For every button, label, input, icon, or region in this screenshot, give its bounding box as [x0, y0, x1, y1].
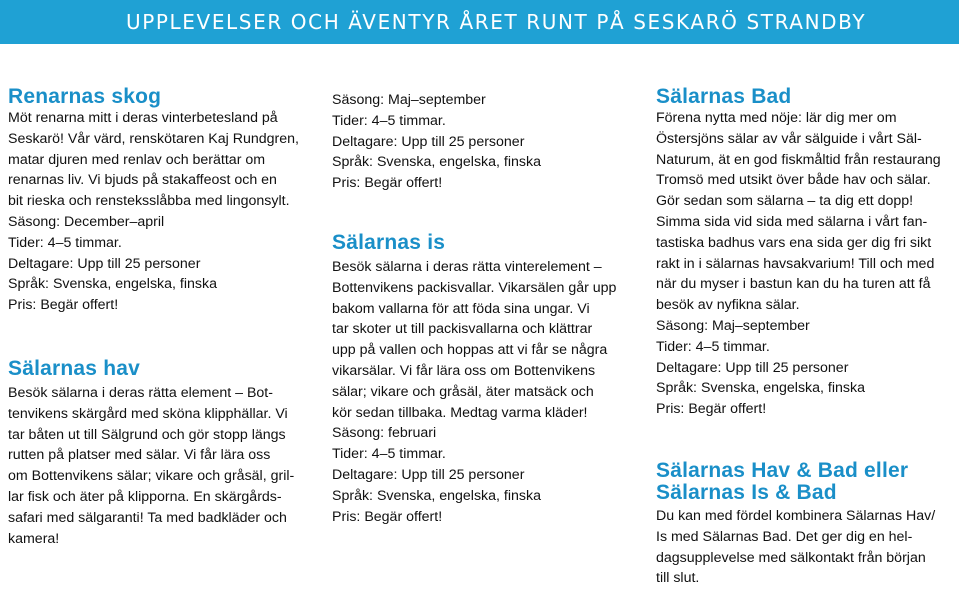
section-title-hav-bad-eller: Sälarnas Hav & Bad eller — [656, 458, 909, 482]
text-line: Simma sida vid sida med sälarna i vårt fan- — [656, 213, 928, 230]
text-line: Seskarö! Vår värd, renskötaren Kaj Rundgren, — [8, 130, 299, 147]
participants-line: Deltagare: Upp till 25 personer — [656, 359, 849, 376]
text-line: kör sedan tillbaka. Medtag varma kläder! — [332, 404, 588, 421]
duration-line: Tider: 4–5 timmar. — [332, 112, 446, 129]
section-body-salarnas-is — [332, 257, 632, 527]
participants-line: Deltagare: Upp till 25 personer — [332, 466, 525, 483]
text-line: tenvikens skärgård med sköna klipphällar. Vi — [8, 405, 288, 422]
banner-title: UPPLEVELSER OCH ÄVENTYR ÅRET RUNT PÅ SESKARÖ STRANDBY — [126, 10, 867, 34]
language-line: Språk: Svenska, engelska, finska — [656, 380, 865, 397]
participants-line: Deltagare: Upp till 25 personer — [332, 133, 525, 150]
text-line: Östersjöns sälar av vår sälguide i vårt Säl- — [656, 130, 922, 147]
language-line: Språk: Svenska, engelska, finska — [332, 487, 541, 504]
text-line: Besök sälarna i deras rätta vinterelement – — [332, 258, 602, 275]
section-body-kombination — [656, 506, 956, 589]
section-title-salarnas-hav: Sälarnas hav — [8, 356, 140, 380]
price-line: Pris: Begär offert! — [332, 508, 443, 525]
duration-line: Tider: 4–5 timmar. — [656, 338, 770, 355]
language-line: Språk: Svenska, engelska, finska — [8, 276, 217, 293]
text-line: Naturum, ät en god fiskmåltid från restaurang — [656, 151, 941, 168]
price-line: Pris: Begär offert! — [8, 297, 119, 314]
section-body-salarnas-hav — [8, 383, 308, 549]
text-line: rutten på platser med sälar. Vi får lära oss — [8, 447, 271, 464]
text-line: vikarsälar. Vi får lära oss om Bottenvikens — [332, 362, 596, 379]
price-line: Pris: Begär offert! — [656, 401, 767, 418]
text-line: när du myser i bastun kan du ha turen att få — [656, 276, 931, 293]
text-line: safari med sälgaranti! Ta med badkläder och — [8, 509, 287, 526]
price-line: Pris: Begär offert! — [332, 175, 443, 192]
text-line: Gör sedan som sälarna – ta dig ett dopp! — [656, 193, 914, 210]
text-line: bakom vallarna för att föda sina ungar. Vi — [332, 300, 590, 317]
text-line: besök av nyfikna sälar. — [656, 297, 800, 314]
participants-line: Deltagare: Upp till 25 personer — [8, 255, 201, 272]
section-title-renarnas-skog: Renarnas skog — [8, 85, 162, 108]
text-line: upp på vallen och hoppas att vi får se några — [332, 342, 608, 359]
text-line: tar skoter ut till packisvallarna och klättrar — [332, 321, 593, 338]
text-line: kamera! — [8, 530, 60, 547]
season-line: Säsong: Maj–september — [332, 92, 486, 108]
text-line: renarnas liv. Vi bjuds på stakaffeost och en — [8, 172, 277, 189]
text-line: om Bottenvikens sälar; vikare och gråsäl, gril- — [8, 468, 295, 485]
text-line: Is med Sälarnas Bad. Det ger dig en hel- — [656, 528, 913, 545]
season-line: Säsong: Maj–september — [656, 317, 810, 334]
text-line: Möt renarna mitt i deras vinterbetesland på — [8, 110, 278, 126]
text-line: tastiska badhus vars ena sida ger dig fri sikt — [656, 234, 932, 251]
text-line: bit rieska och rensteksslåbba med lingonsylt. — [8, 193, 290, 210]
text-line: Förena nytta med nöje: lär dig mer om — [656, 110, 897, 126]
duration-line: Tider: 4–5 timmar. — [332, 446, 446, 463]
season-line: Säsong: februari — [332, 425, 437, 442]
text-line: Du kan med fördel kombinera Sälarnas Hav/ — [656, 507, 936, 524]
text-line: rakt in i sälarnas havsakvarium! Till och med — [656, 255, 935, 272]
text-line: Bottenvikens packisvallar. Vikarsälen går upp — [332, 279, 617, 296]
section-title-is-bad: Sälarnas Is & Bad — [656, 480, 837, 504]
duration-line: Tider: 4–5 timmar. — [8, 234, 122, 251]
text-line: Besök sälarna i deras rätta element – Bot- — [8, 384, 273, 401]
continued-info — [332, 90, 632, 194]
text-line: matar djuren med renlav och berättar om — [8, 151, 266, 168]
text-line: lar fisk och äter på klipporna. En skärgårds- — [8, 488, 282, 505]
column-right — [656, 86, 956, 589]
section-title-salarnas-bad: Sälarnas Bad — [656, 85, 792, 108]
text-line: dagsupplevelse med sälkontakt från början — [656, 549, 926, 566]
language-line: Språk: Svenska, engelska, finska — [332, 154, 541, 171]
column-left — [8, 86, 308, 549]
section-title-salarnas-is: Sälarnas is — [332, 230, 446, 254]
season-line: Säsong: December–april — [8, 213, 165, 230]
section-body-salarnas-bad — [656, 108, 956, 420]
column-middle — [332, 90, 632, 527]
section-body-renarnas-skog — [8, 108, 308, 316]
text-line: Tromsö med utsikt över både hav och sälar. — [656, 172, 931, 189]
text-line: till slut. — [656, 570, 700, 587]
text-line: sälar; vikare och gråsäl, äter matsäck och — [332, 383, 594, 400]
text-line: tar båten ut till Sälgrund och gör stopp längs — [8, 426, 286, 443]
page-banner — [0, 0, 959, 44]
